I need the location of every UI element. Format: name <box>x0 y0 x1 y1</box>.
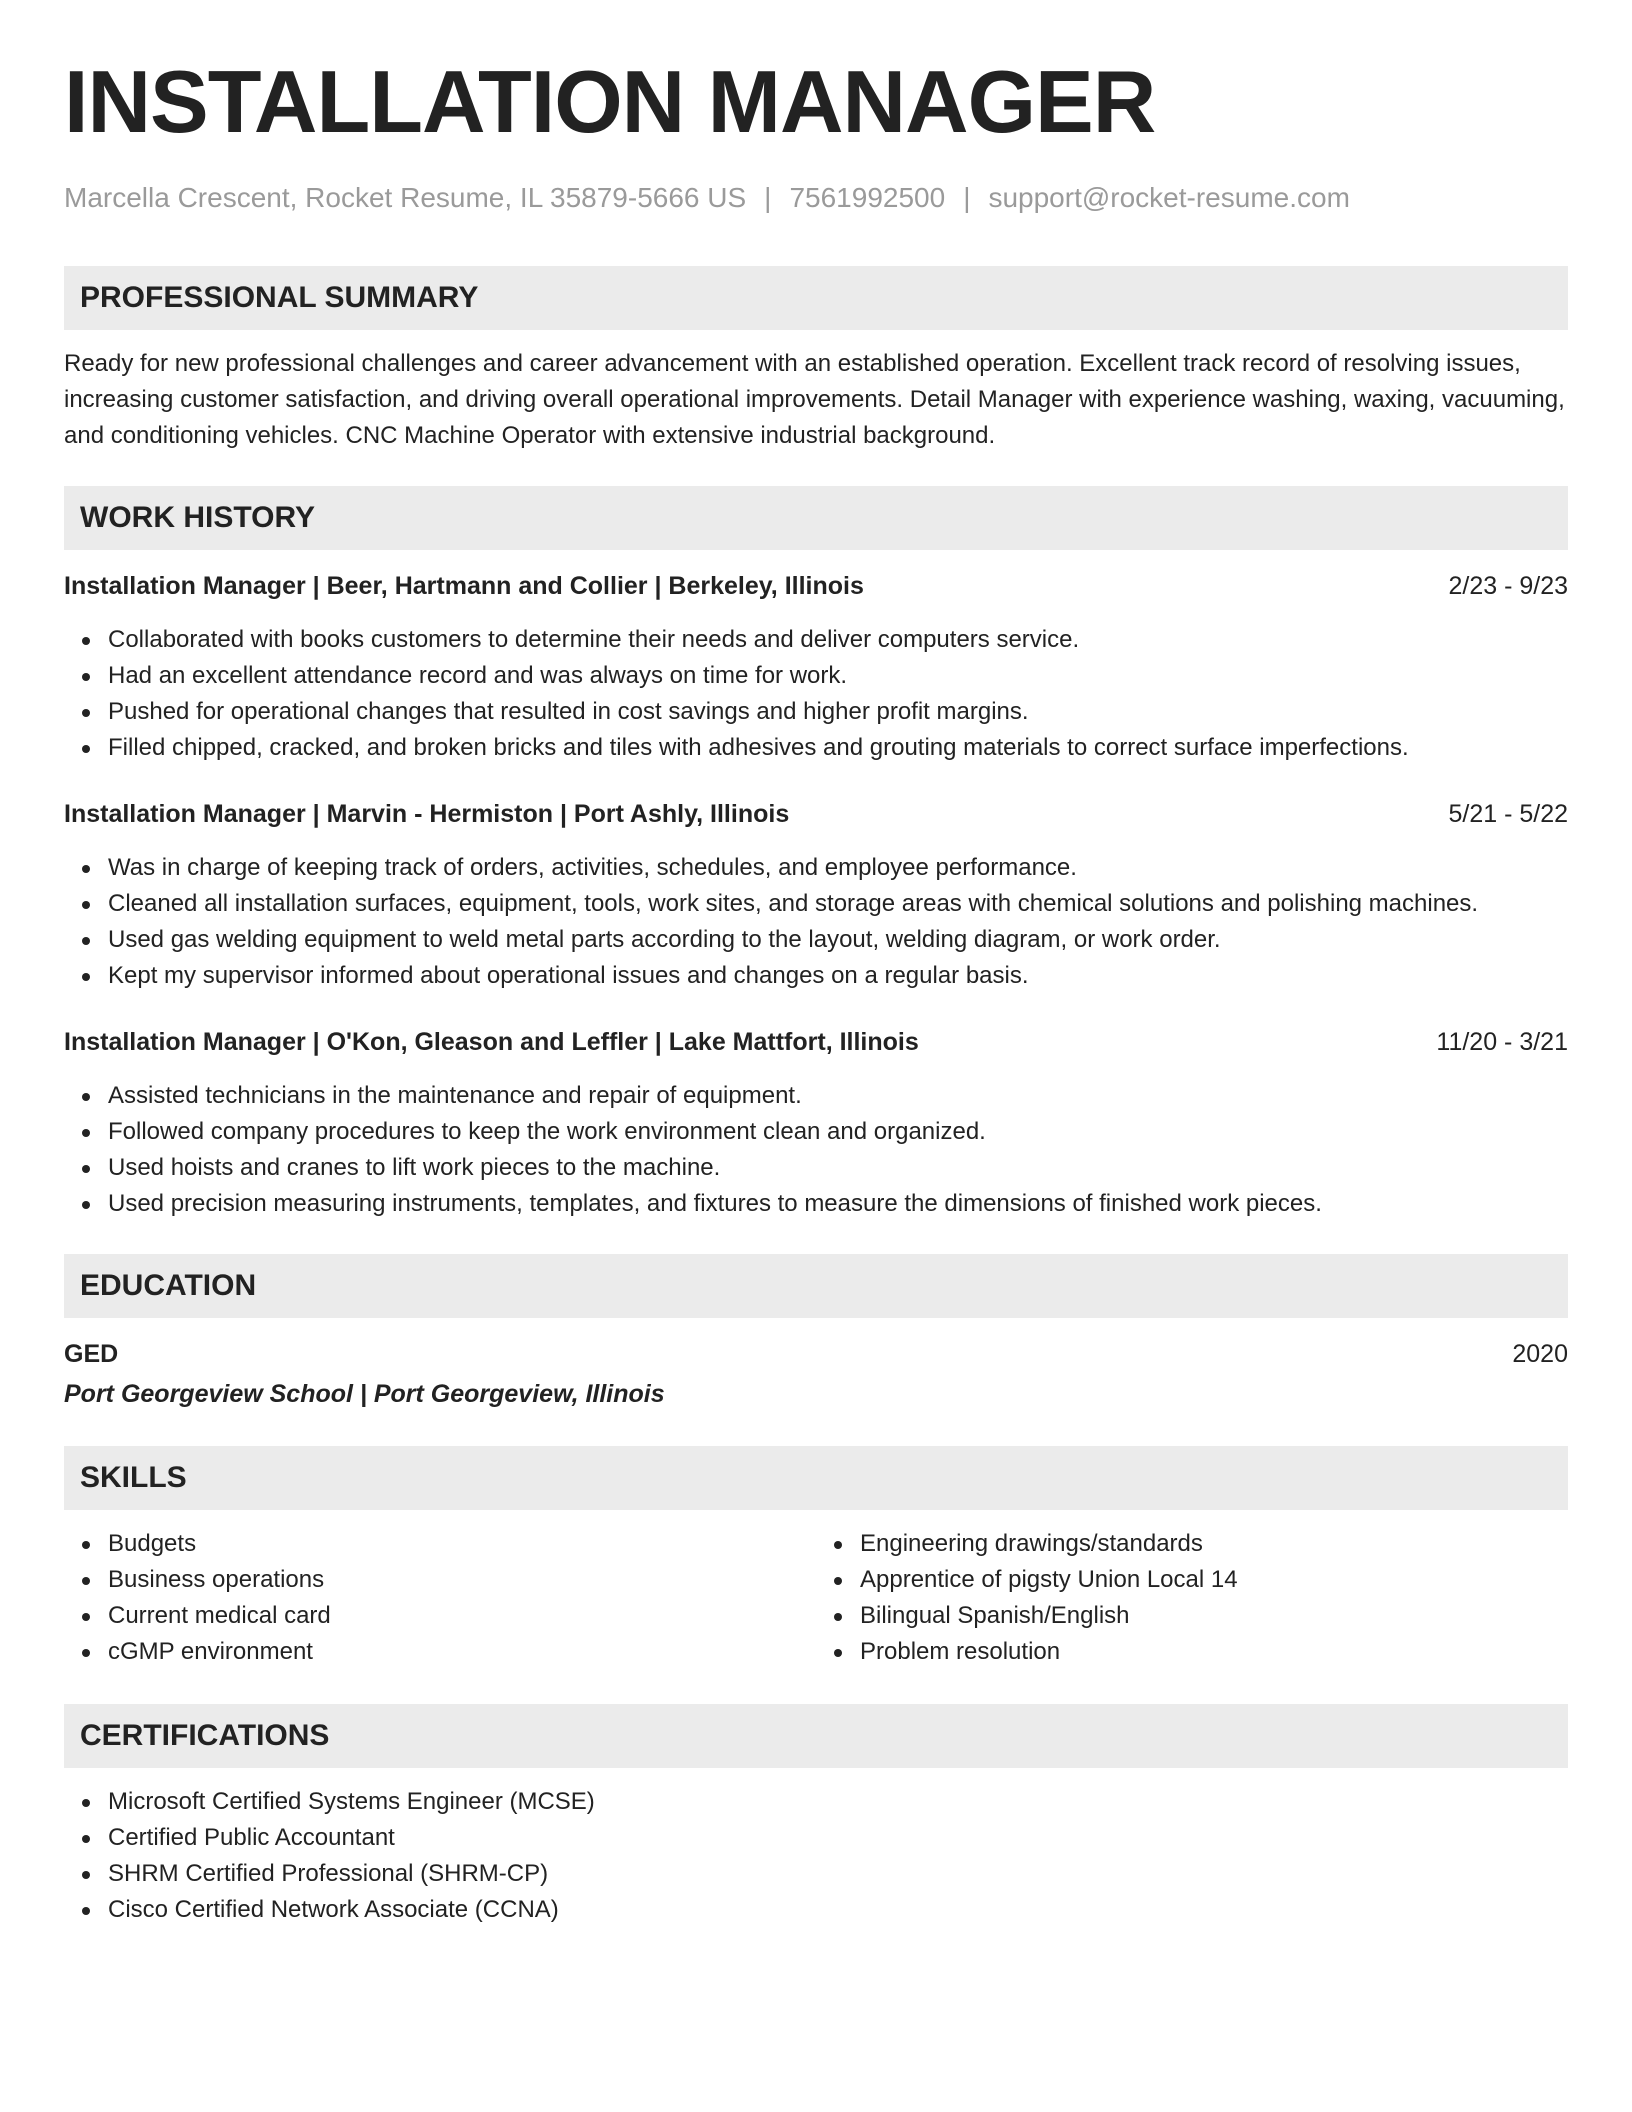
list-item: Engineering drawings/standards <box>860 1526 1568 1562</box>
education-degree: GED <box>64 1340 119 1368</box>
list-item: Cleaned all installation surfaces, equipment, tools, work sites, and storage areas with chemical solutions and polishing machines. <box>108 886 1568 922</box>
list-item: Bilingual Spanish/English <box>860 1598 1568 1634</box>
list-item: Current medical card <box>108 1598 816 1634</box>
list-item: Assisted technicians in the maintenance and repair of equipment. <box>108 1078 1568 1114</box>
list-item: Problem resolution <box>860 1634 1568 1670</box>
job-entry <box>64 568 1568 766</box>
job-entry <box>64 1024 1568 1222</box>
list-item: Collaborated with books customers to determine their needs and deliver computers service. <box>108 622 1568 658</box>
section-header-certifications <box>64 1704 1568 1768</box>
list-item: Used precision measuring instruments, templates, and fixtures to measure the dimensions of finished work pieces. <box>108 1186 1568 1222</box>
job-dates: 5/21 - 5/22 <box>1448 800 1568 828</box>
contact-separator: | <box>963 182 971 213</box>
certifications-list <box>64 1784 1568 1928</box>
list-item: Kept my supervisor informed about operational issues and changes on a regular basis. <box>108 958 1568 994</box>
list-item: Was in charge of keeping track of orders, activities, schedules, and employee performance. <box>108 850 1568 886</box>
education-year: 2020 <box>1512 1340 1568 1368</box>
job-bullet-list <box>64 1078 1568 1222</box>
section-title: SKILLS <box>80 1461 187 1494</box>
skills-list <box>816 1526 1568 1670</box>
list-item: Budgets <box>108 1526 816 1562</box>
list-item: Used hoists and cranes to lift work pieces to the machine. <box>108 1150 1568 1186</box>
section-header-education <box>64 1254 1568 1318</box>
section-header-summary <box>64 266 1568 330</box>
education-heading-line <box>64 1336 1568 1372</box>
list-item: Used gas welding equipment to weld metal parts according to the layout, welding diagram, or work order. <box>108 922 1568 958</box>
job-title: Installation Manager | Beer, Hartmann and Collier | Berkeley, Illinois <box>64 572 864 600</box>
contact-line <box>64 180 1568 216</box>
job-title: Installation Manager | Marvin - Hermiston | Port Ashly, Illinois <box>64 800 790 828</box>
section-title: CERTIFICATIONS <box>80 1719 330 1752</box>
skills-column-left <box>64 1526 816 1670</box>
list-item: cGMP environment <box>108 1634 816 1670</box>
list-item: SHRM Certified Professional (SHRM-CP) <box>108 1856 1568 1892</box>
education-entry <box>64 1336 1568 1412</box>
list-item: Had an excellent attendance record and was always on time for work. <box>108 658 1568 694</box>
job-heading-line <box>64 568 1568 604</box>
job-title: Installation Manager | O'Kon, Gleason and Leffler | Lake Mattfort, Illinois <box>64 1028 919 1056</box>
list-item: Pushed for operational changes that resulted in cost savings and higher profit margins. <box>108 694 1568 730</box>
summary-text: Ready for new professional challenges and career advancement with an established operation. Excellent track record of resolving issues, increasing customer satisfaction, and driving overall operational improvements. Detail Manager with experience washing, waxing, vacuuming, and conditioning vehicles. CNC Machine Operator with extensive industrial background. <box>64 350 1565 449</box>
skills-grid <box>64 1526 1568 1670</box>
job-dates: 11/20 - 3/21 <box>1436 1028 1568 1056</box>
list-item: Apprentice of pigsty Union Local 14 <box>860 1562 1568 1598</box>
list-item: Followed company procedures to keep the work environment clean and organized. <box>108 1114 1568 1150</box>
skills-list <box>64 1526 816 1670</box>
list-item: Cisco Certified Network Associate (CCNA) <box>108 1892 1568 1928</box>
section-header-skills <box>64 1446 1568 1510</box>
contact-separator: | <box>764 182 772 213</box>
job-entry <box>64 796 1568 994</box>
skills-column-right <box>816 1526 1568 1670</box>
section-header-work-history <box>64 486 1568 550</box>
list-item: Certified Public Accountant <box>108 1820 1568 1856</box>
job-bullet-list <box>64 850 1568 994</box>
list-item: Filled chipped, cracked, and broken bricks and tiles with adhesives and grouting materials to correct surface imperfections. <box>108 730 1568 766</box>
contact-phone: 7561992500 <box>789 182 946 213</box>
job-heading-line <box>64 1024 1568 1060</box>
resume-title: INSTALLATION MANAGER <box>64 52 1156 151</box>
section-title: PROFESSIONAL SUMMARY <box>80 281 479 314</box>
list-item: Microsoft Certified Systems Engineer (MCSE) <box>108 1784 1568 1820</box>
contact-email: support@rocket-resume.com <box>988 182 1350 213</box>
job-bullet-list <box>64 622 1568 766</box>
job-dates: 2/23 - 9/23 <box>1448 572 1568 600</box>
education-school: Port Georgeview School | Port Georgeview, Illinois <box>64 1380 665 1408</box>
contact-address: Marcella Crescent, Rocket Resume, IL 35879-5666 US <box>64 182 747 213</box>
section-title: WORK HISTORY <box>80 501 316 534</box>
section-title: EDUCATION <box>80 1269 257 1302</box>
job-heading-line <box>64 796 1568 832</box>
list-item: Business operations <box>108 1562 816 1598</box>
